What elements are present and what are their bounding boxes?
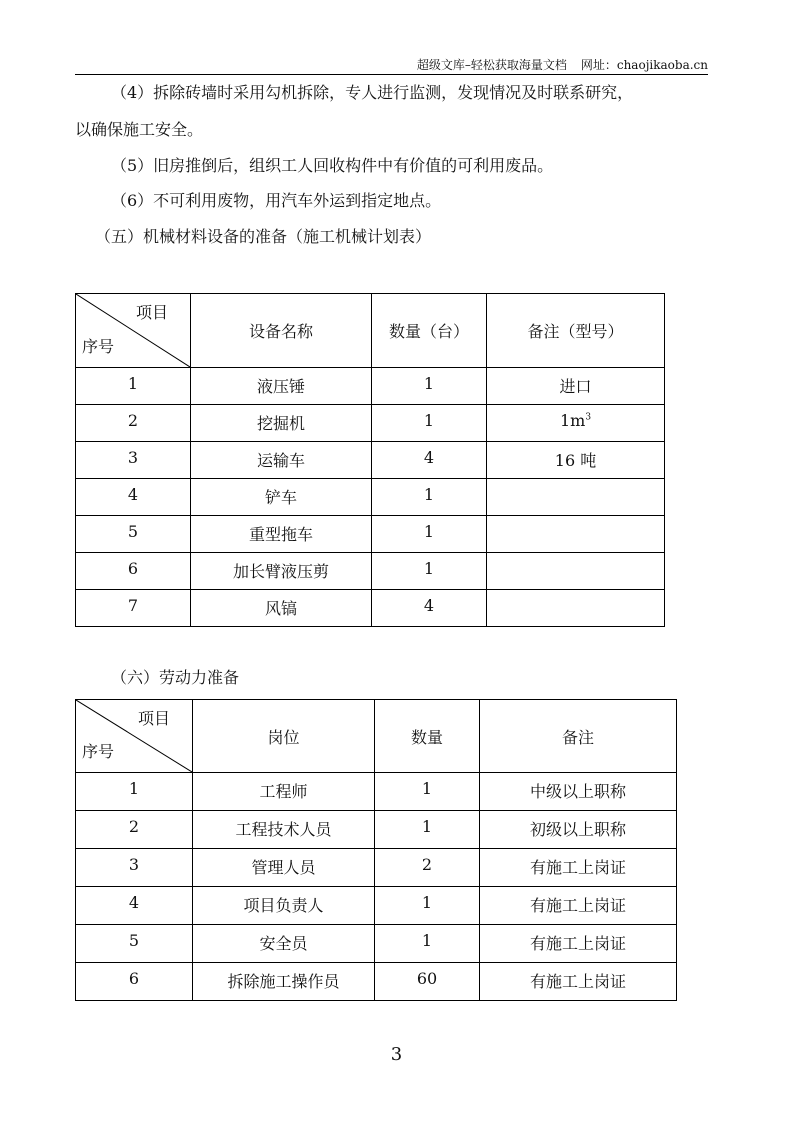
cell-name: 加长臂液压剪 [191, 553, 372, 590]
cell-no: 1 [76, 368, 191, 405]
cell-note [487, 553, 665, 590]
cell-note [487, 479, 665, 516]
table-row [76, 849, 677, 887]
table-row [76, 925, 677, 963]
paragraph-4-line2: 以确保施工安全。 [75, 120, 204, 139]
cell-note: 有施工上岗证 [480, 849, 677, 887]
cell-position: 工程师 [193, 773, 375, 811]
diag-label-no: 序号 [82, 742, 115, 761]
cell-note: 初级以上职称 [480, 811, 677, 849]
cell-no: 6 [76, 963, 193, 1001]
cell-qty: 2 [375, 849, 480, 887]
cell-no: 2 [76, 405, 191, 442]
cell-no: 3 [76, 849, 193, 887]
cell-qty: 4 [372, 590, 487, 627]
paragraph-4-line1: （4）拆除砖墙时采用勾机拆除，专人进行监测，发现情况及时联系研究， [111, 83, 634, 102]
table-row [76, 479, 665, 516]
table-row [76, 553, 665, 590]
diag-label-item: 项目 [137, 709, 170, 728]
cell-no: 5 [76, 925, 193, 963]
cell-name: 挖掘机 [191, 405, 372, 442]
table-row [76, 405, 665, 442]
cell-no: 7 [76, 590, 191, 627]
table-row [76, 887, 677, 925]
header-qty: 数量（台） [372, 294, 487, 368]
cell-no: 3 [76, 442, 191, 479]
diagonal-header-cell [76, 294, 191, 368]
header-url: chaojikaoba.cn [616, 58, 708, 72]
cell-position: 管理人员 [193, 849, 375, 887]
cell-no: 4 [76, 479, 191, 516]
diag-label-no: 序号 [82, 337, 115, 356]
header-note: 备注（型号） [487, 294, 665, 368]
note-superscript: 3 [585, 412, 592, 423]
table-header-row [76, 294, 665, 368]
cell-name: 运输车 [191, 442, 372, 479]
table-row [76, 516, 665, 553]
cell-note: 进口 [487, 368, 665, 405]
table-row [76, 963, 677, 1001]
labor-table [75, 699, 677, 1001]
table-row [76, 773, 677, 811]
cell-no: 5 [76, 516, 191, 553]
header-text [417, 56, 708, 73]
section-6-title: （六）劳动力准备 [111, 668, 240, 687]
cell-no: 2 [76, 811, 193, 849]
cell-note: 有施工上岗证 [480, 925, 677, 963]
header-name: 设备名称 [191, 294, 372, 368]
cell-position: 工程技术人员 [193, 811, 375, 849]
cell-note [487, 590, 665, 627]
page-header [75, 54, 708, 75]
cell-qty: 1 [372, 553, 487, 590]
section-5-title: （五）机械材料设备的准备（施工机械计划表） [95, 227, 432, 246]
cell-qty: 1 [372, 516, 487, 553]
table-row [76, 442, 665, 479]
cell-note: 中级以上职称 [480, 773, 677, 811]
header-note: 备注 [480, 700, 677, 773]
cell-position: 拆除施工操作员 [193, 963, 375, 1001]
cell-qty: 1 [375, 773, 480, 811]
cell-qty: 1 [372, 405, 487, 442]
cell-no: 4 [76, 887, 193, 925]
cell-no: 1 [76, 773, 193, 811]
machinery-table [75, 293, 665, 627]
paragraph-5: （5）旧房推倒后，组织工人回收构件中有价值的可利用废品。 [111, 156, 554, 175]
header-qty: 数量 [375, 700, 480, 773]
cell-qty: 1 [375, 887, 480, 925]
cell-name: 重型拖车 [191, 516, 372, 553]
cell-qty: 4 [372, 442, 487, 479]
cell-note: 有施工上岗证 [480, 887, 677, 925]
page-number: 3 [390, 1044, 403, 1065]
cell-note [487, 405, 665, 442]
cell-qty: 60 [375, 963, 480, 1001]
cell-qty: 1 [372, 479, 487, 516]
header-site-name: 超级文库–轻松获取海量文档 [416, 58, 567, 72]
cell-qty: 1 [372, 368, 487, 405]
cell-no: 6 [76, 553, 191, 590]
cell-note: 有施工上岗证 [480, 963, 677, 1001]
cell-note: 16 吨 [487, 442, 665, 479]
table-row [76, 811, 677, 849]
header-url-label: 网址： [580, 58, 617, 72]
cell-name: 铲车 [191, 479, 372, 516]
cell-qty: 1 [375, 925, 480, 963]
diag-label-item: 项目 [135, 303, 168, 322]
cell-note [487, 516, 665, 553]
table-row [76, 368, 665, 405]
header-position: 岗位 [193, 700, 375, 773]
cell-name: 液压锤 [191, 368, 372, 405]
note-text: 1m [559, 411, 586, 430]
diagonal-header-cell [76, 700, 193, 773]
table-row [76, 590, 665, 627]
table-header-row [76, 700, 677, 773]
cell-position: 安全员 [193, 925, 375, 963]
cell-qty: 1 [375, 811, 480, 849]
cell-position: 项目负责人 [193, 887, 375, 925]
paragraph-6: （6）不可利用废物，用汽车外运到指定地点。 [111, 191, 442, 210]
cell-name: 风镐 [191, 590, 372, 627]
